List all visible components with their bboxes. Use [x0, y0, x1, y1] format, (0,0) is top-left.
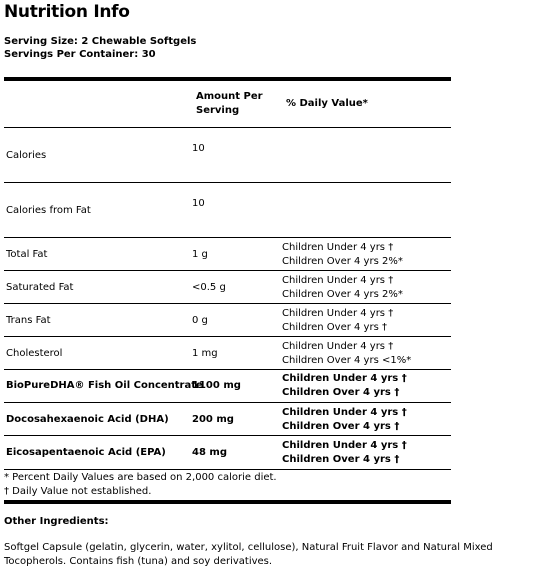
footnote-dv-not-established: † Daily Value not established. — [4, 486, 152, 497]
table-top-rule — [4, 77, 451, 81]
daily-value-under-4: Children Under 4 yrs † — [282, 341, 394, 352]
daily-value-over-4: Children Over 4 yrs † — [282, 421, 400, 432]
nutrient-amount: 0 g — [192, 315, 208, 326]
nutrient-name: BioPureDHA® Fish Oil Concentrate — [6, 380, 203, 391]
nutrient-name: Saturated Fat — [6, 282, 74, 293]
page-title: Nutrition Info — [4, 2, 130, 22]
nutrient-name: Cholesterol — [6, 348, 63, 359]
nutrient-name: Total Fat — [6, 249, 48, 260]
footnote-percent-dv: * Percent Daily Values are based on 2,000 calorie diet. — [4, 472, 277, 483]
nutrient-amount: 10 — [192, 198, 205, 209]
daily-value-over-4: Children Over 4 yrs † — [282, 322, 387, 333]
nutrient-name: Calories from Fat — [6, 205, 91, 216]
daily-value-over-4: Children Over 4 yrs 2%* — [282, 256, 403, 267]
table-row — [4, 402, 451, 436]
table-row — [4, 435, 451, 470]
table-row — [4, 237, 451, 271]
nutrient-amount: 1 mg — [192, 348, 218, 359]
table-row — [4, 127, 451, 183]
daily-value-under-4: Children Under 4 yrs † — [282, 242, 394, 253]
nutrient-name: Calories — [6, 150, 47, 161]
nutrient-amount: 200 mg — [192, 414, 234, 425]
daily-value-under-4: Children Under 4 yrs † — [282, 440, 407, 451]
table-row — [4, 303, 451, 337]
nutrient-amount: 48 mg — [192, 447, 227, 458]
daily-value-over-4: Children Over 4 yrs 2%* — [282, 289, 403, 300]
serving-size: Serving Size: 2 Chewable Softgels — [4, 36, 197, 47]
nutrient-amount: 1 g — [192, 249, 208, 260]
nutrient-amount: 10 — [192, 143, 205, 154]
table-bottom-rule — [4, 500, 451, 504]
header-amount-per-serving: Amount Per Serving — [196, 91, 263, 116]
header-daily-value: % Daily Value* — [286, 98, 368, 109]
nutrient-name: Eicosapentaenoic Acid (EPA) — [6, 447, 166, 458]
table-row — [4, 270, 451, 304]
daily-value-over-4: Children Over 4 yrs † — [282, 387, 400, 398]
daily-value-under-4: Children Under 4 yrs † — [282, 407, 407, 418]
table-row — [4, 369, 451, 403]
nutrient-name: Trans Fat — [6, 315, 51, 326]
daily-value-under-4: Children Under 4 yrs † — [282, 308, 394, 319]
table-row — [4, 182, 451, 238]
nutrient-name: Docosahexaenoic Acid (DHA) — [6, 414, 169, 425]
daily-value-under-4: Children Under 4 yrs † — [282, 373, 407, 384]
nutrient-amount: <0.5 g — [192, 282, 226, 293]
other-ingredients-text: Softgel Capsule (gelatin, glycerin, water, xylitol, cellulose), Natural Fruit Flavor and Natural Mixed Tocopherols. Contains fish (tuna) and soy derivatives. — [4, 542, 493, 567]
nutrient-amount: 1100 mg — [192, 380, 241, 391]
servings-per-container: Servings Per Container: 30 — [4, 49, 156, 60]
daily-value-over-4: Children Over 4 yrs † — [282, 454, 400, 465]
other-ingredients-title: Other Ingredients: — [4, 516, 109, 527]
daily-value-under-4: Children Under 4 yrs † — [282, 275, 394, 286]
table-row — [4, 336, 451, 370]
daily-value-over-4: Children Over 4 yrs <1%* — [282, 355, 412, 366]
